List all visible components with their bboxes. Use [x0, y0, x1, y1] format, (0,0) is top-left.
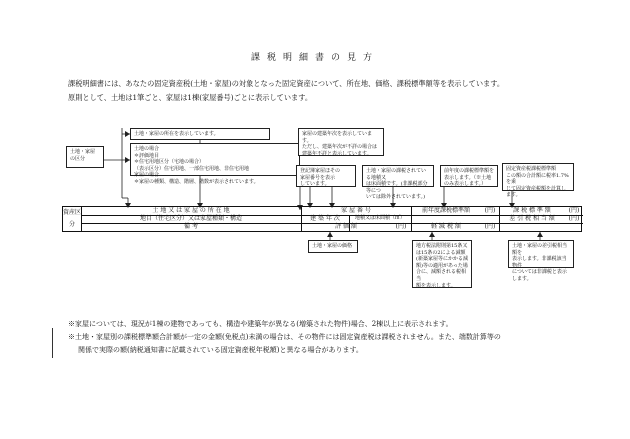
callout-building-year: 家屋の建築年次を表示しています。 ただし、建築年次が不詳の場合は 建築年不詳と表示しています。: [298, 128, 384, 156]
cell-val-unit: (円): [395, 223, 407, 230]
cell-valuation: 評 価 額: [335, 223, 357, 230]
callout-valuation: 土地・家屋の価格: [308, 240, 358, 253]
cell-reduction-unit: (円): [568, 215, 580, 222]
cell-tax-red-unit: (円): [484, 223, 496, 230]
cell-year: 建 築 年 次: [310, 215, 340, 222]
callout-tax-reduction: 地方税法附則第15条又 は15条の2による減額 (新築家屋等にかかる減 額)等の適用があった場 合に、減額される税相当 額を表示します。: [412, 240, 472, 288]
cell-remarks: 備 考: [184, 223, 198, 230]
callout-deduction: 土地・家屋の差引税相当額を 表示します。非課税該当物件 については非課税と表示します。: [508, 240, 574, 268]
callout-house-number: 登記簿家屋ほその 家屋番号を表示 しています。: [296, 165, 356, 187]
note-1: ※家屋については、現況が1棟の建物であっても、構造や建築年が異なる(増築された物件)場合、2棟以上に表示されます。: [68, 320, 453, 328]
page-title: 課税明細書の見方: [250, 53, 379, 63]
cell-std: 課 税 標 準 額: [513, 207, 551, 214]
note-2: ※土地・家屋別の課税標準額合計額が一定の金額(免税点)未満の場合は、その物件には固定資産税は課税されません。また、端数計算等の: [68, 333, 501, 341]
cell-location: 土 地 又 は 家 屋 の 所 在 地: [152, 207, 230, 214]
callout-asset-type: 土地・家屋 の区分: [66, 146, 104, 168]
callout-prev-year: 前年度の課税標準額を 表示します。（※土地 のみ表示します。）: [440, 165, 498, 187]
callout-std-amount: 固定資産税課税標準額 この額の合計額に税率1.7%を乗 じて固定資産税額を計算します。: [502, 163, 574, 191]
cell-kind: 地目（住宅区分）又は家屋種類・構造: [139, 215, 242, 222]
intro-line-1: 課税明細書には、あなたの固定資産税(土地・家屋)の対象となった固定資産について、所在地、価格、課税標準額等を表示しています。: [68, 79, 505, 88]
table-side-label: 資産区分: [63, 207, 82, 231]
cell-tax-reduction: 軽 減 税 額: [431, 223, 461, 230]
cell-prev-std: 前年度課税標準額: [421, 207, 470, 214]
cell-std-unit: (円): [568, 207, 580, 214]
cell-house-no: 家 屋 番 号: [341, 207, 371, 214]
tax-table: [62, 206, 582, 232]
intro-line-2: 原則として、土地は1筆ごと、家屋は1棟(家屋番号)ごとに表示しています。: [68, 93, 313, 102]
callout-area: 土地・家屋の課税されている地積又 は床面積です。(非課税部分等につ いては除外されています。): [362, 165, 434, 187]
callout-land-building-types: 土地の場合 ＊評価地目 ＊住宅用地区分（宅地の場合） （表示区分）住宅用地、一部住宅用地、非住宅用地 家屋の場合 ＊家屋の種類、構造、階層、階数が表示されています。: [130, 143, 300, 176]
note-3: 関係で実際の額(納税通知書に記載されている固定資産税年税額)と異なる場合があります。: [78, 346, 363, 354]
callout-location: 土地・家屋の所在を表示しています。: [130, 128, 270, 140]
cell-reduction: 差 引 税 相 当 額: [509, 215, 555, 222]
margin-mark: [52, 328, 53, 358]
cell-area: 地積又は床面積（㎡）: [354, 215, 405, 221]
cell-prev-unit: (円): [484, 207, 496, 214]
